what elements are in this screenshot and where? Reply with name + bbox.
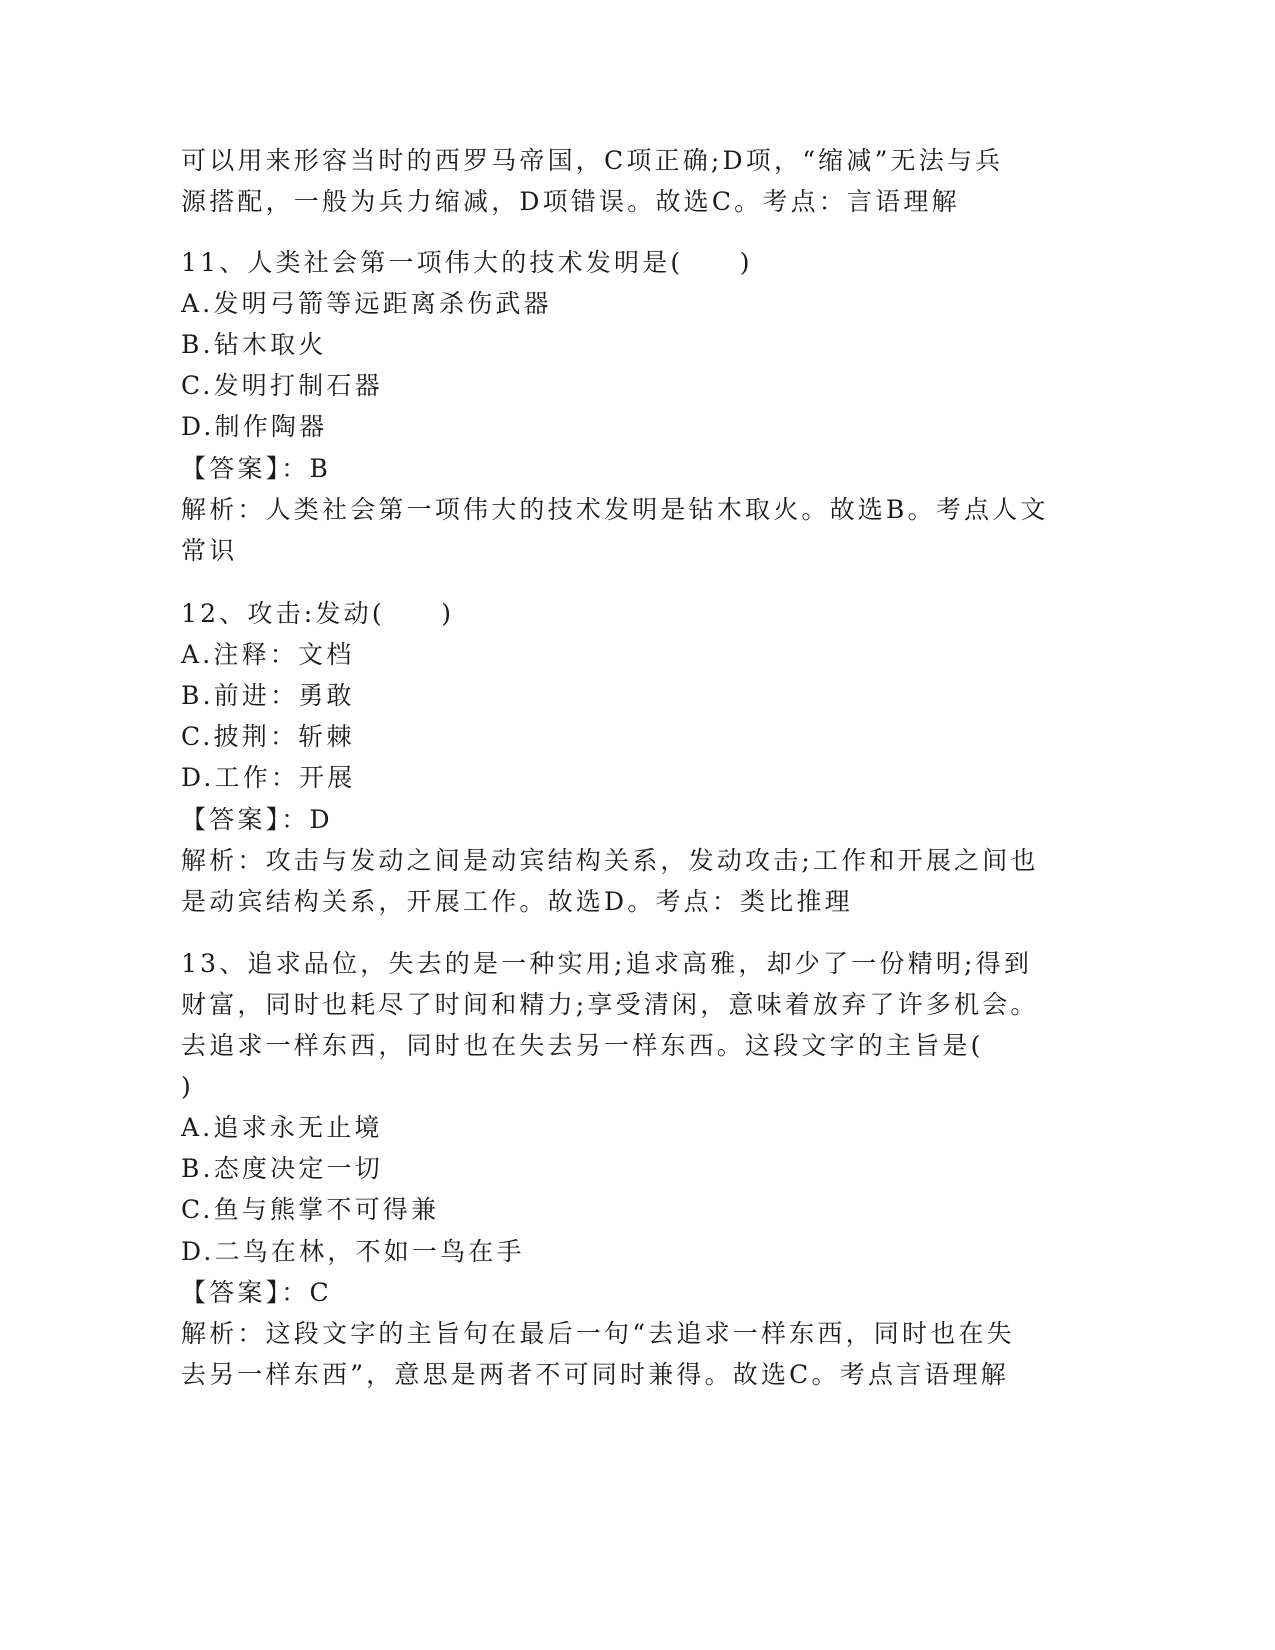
answer-line: 【答案】：D (181, 805, 333, 834)
option-a: A.发明弓箭等远距离杀伤武器 (181, 289, 552, 318)
question-stem: ) (181, 1072, 194, 1101)
option-c: C.披荆：斩棘 (181, 722, 355, 751)
question-stem: 财富，同时也耗尽了时间和精力;享受清闲，意味着放弃了许多机会。 (181, 990, 1039, 1019)
analysis-line: 去另一样东西”，意思是两者不可同时兼得。故选C。考点言语理解 (181, 1360, 1009, 1389)
analysis-line: 常识 (181, 536, 238, 565)
question-stem: 12、攻击:发动( ) (181, 599, 455, 628)
option-b: B.钻木取火 (181, 330, 327, 359)
option-b: B.前进：勇敢 (181, 681, 355, 710)
option-d: D.制作陶器 (181, 412, 328, 441)
answer-line: 【答案】：C (181, 1278, 332, 1307)
option-d: D.工作：开展 (181, 763, 356, 792)
question-stem: 去追求一样东西，同时也在失去另一样东西。这段文字的主旨是( (181, 1031, 984, 1060)
option-c: C.鱼与熊掌不可得兼 (181, 1195, 440, 1224)
analysis-line: 解析：攻击与发动之间是动宾结构关系，发动攻击;工作和开展之间也 (181, 846, 1039, 875)
question-stem: 11、人类社会第一项伟大的技术发明是( ) (181, 248, 753, 277)
analysis-line: 解析：这段文字的主旨句在最后一句“去追求一样东西，同时也在失 (181, 1319, 1015, 1348)
question-stem: 13、追求品位，失去的是一种实用;追求高雅，却少了一份精明;得到 (181, 949, 1033, 978)
option-b: B.态度决定一切 (181, 1154, 383, 1183)
option-a: A.注释：文档 (181, 640, 355, 669)
option-d: D.二鸟在林，不如一鸟在手 (181, 1237, 525, 1266)
analysis-line: 是动宾结构关系，开展工作。故选D。考点：类比推理 (181, 887, 853, 916)
option-a: A.追求永无止境 (181, 1113, 383, 1142)
answer-line: 【答案】：B (181, 454, 332, 483)
text-line: 源搭配，一般为兵力缩减，D项错误。故选C。考点：言语理解 (181, 187, 960, 216)
analysis-line: 解析：人类社会第一项伟大的技术发明是钻木取火。故选B。考点人文 (181, 495, 1049, 524)
option-c: C.发明打制石器 (181, 371, 383, 400)
text-line: 可以用来形容当时的西罗马帝国，C项正确;D项，“缩减”无法与兵 (181, 146, 1004, 175)
